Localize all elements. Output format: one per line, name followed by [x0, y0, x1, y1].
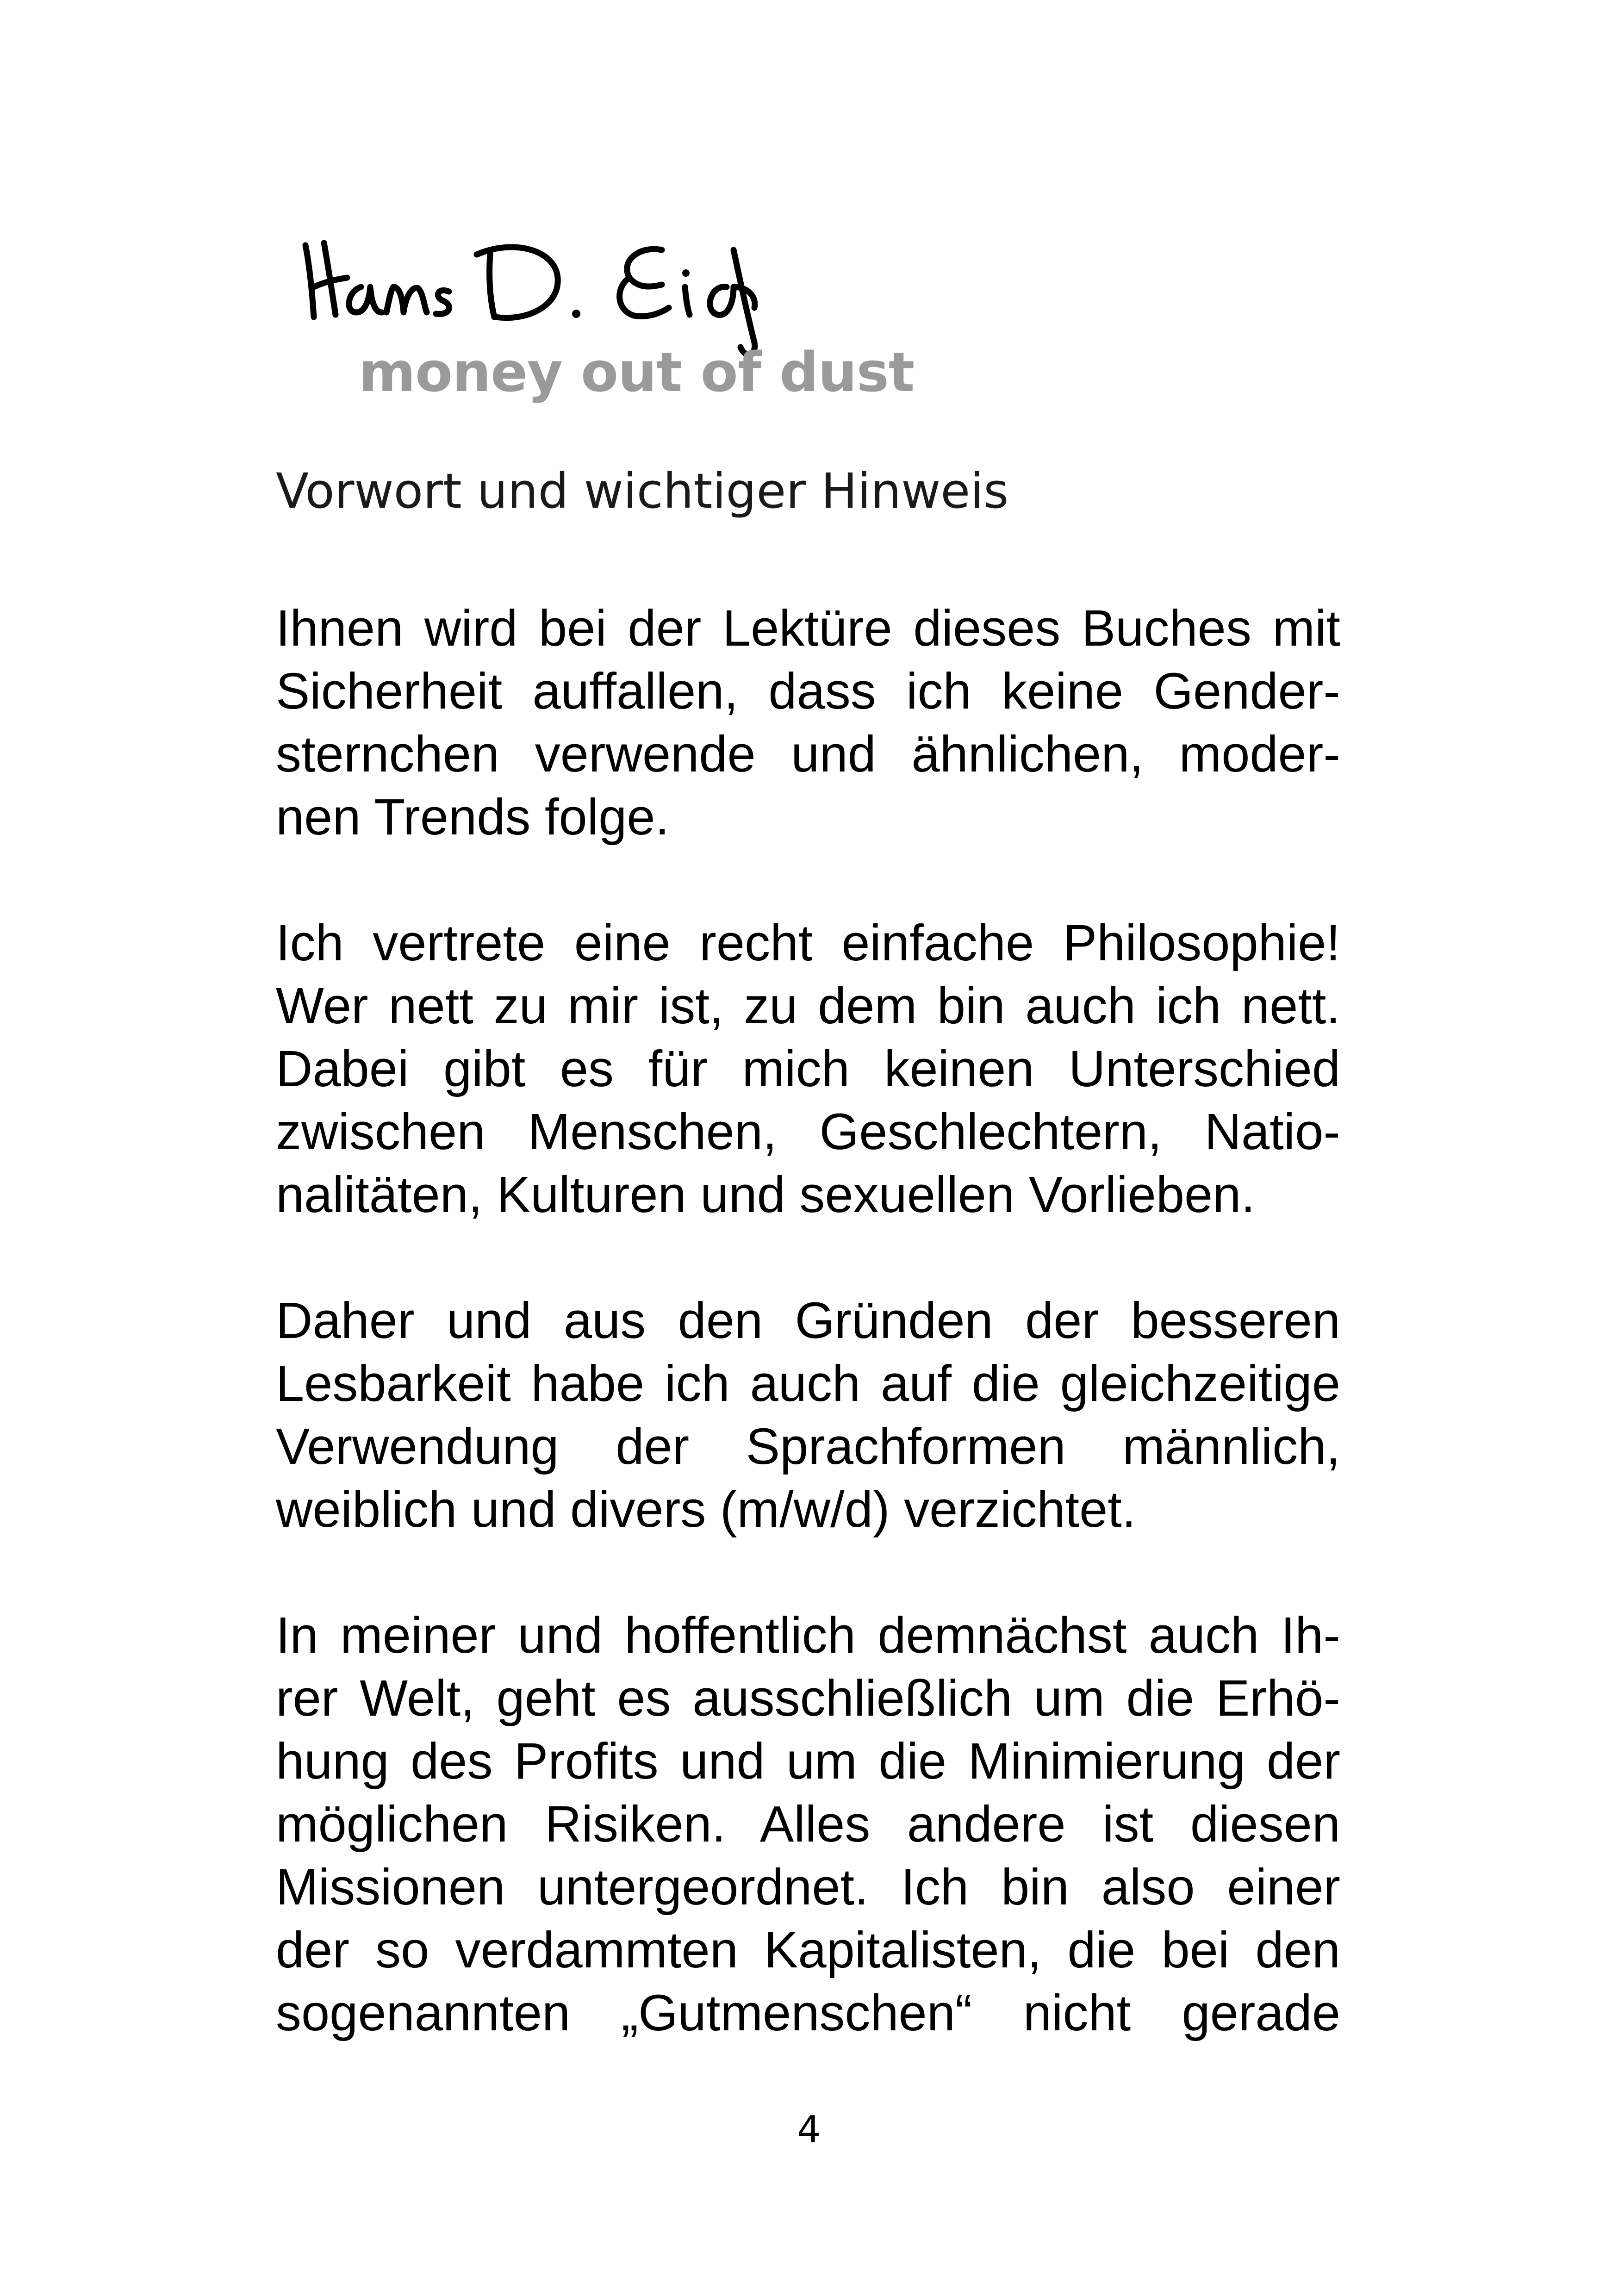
text-line: sternchen verwende und ähnlichen, moder-	[276, 726, 1340, 783]
text-line: nalitäten, Kulturen und sexuellen Vorlieben.	[276, 1166, 1255, 1223]
text-line: Verwendung der Sprachformen männlich,	[276, 1418, 1340, 1475]
body-text	[276, 597, 1340, 2045]
text-line: hung des Profits und um die Minimierung der	[276, 1733, 1340, 1790]
text-line: Ich vertrete eine recht einfache Philosophie!	[276, 915, 1340, 971]
text-line: Lesbarkeit habe ich auch auf die gleichzeitige	[276, 1355, 1340, 1412]
paragraph-2	[276, 912, 1340, 1226]
text-line: nen Trends folge.	[276, 789, 670, 846]
text-line: zwischen Menschen, Geschlechtern, Natio-	[276, 1103, 1340, 1160]
text-line: weiblich und divers (m/w/d) verzichtet.	[276, 1481, 1136, 1538]
text-line: rer Welt, geht es ausschließlich um die Erhö-	[276, 1670, 1340, 1727]
text-line: sogenannten „Gutmenschen“ nicht gerade	[276, 1985, 1340, 2041]
text-line: Missionen untergeordnet. Ich bin also einer	[276, 1859, 1340, 1916]
text-line: Dabei gibt es für mich keinen Unterschied	[276, 1040, 1340, 1097]
paragraph-4	[276, 1604, 1340, 2045]
text-line: der so verdammten Kapitalisten, die bei den	[276, 1922, 1340, 1979]
text-line: Daher und aus den Gründen der besseren	[276, 1292, 1340, 1349]
text-line: In meiner und hoffentlich demnächst auch Ih-	[276, 1607, 1340, 1664]
text-line: Wer nett zu mir ist, zu dem bin auch ich nett.	[276, 977, 1340, 1034]
text-line: möglichen Risiken. Alles andere ist diesen	[276, 1796, 1340, 1853]
text-line: Sicherheit auffallen, dass ich keine Gender-	[276, 663, 1340, 720]
text-line: Ihnen wird bei der Lektüre dieses Buches mit	[276, 600, 1340, 657]
page-number: 4	[797, 2108, 821, 2151]
page-title: Vorwort und wichtiger Hinweis	[276, 463, 1009, 519]
paragraph-1	[276, 597, 1340, 849]
paragraph-3	[276, 1289, 1340, 1541]
author-tagline: money out of dust	[359, 340, 915, 404]
